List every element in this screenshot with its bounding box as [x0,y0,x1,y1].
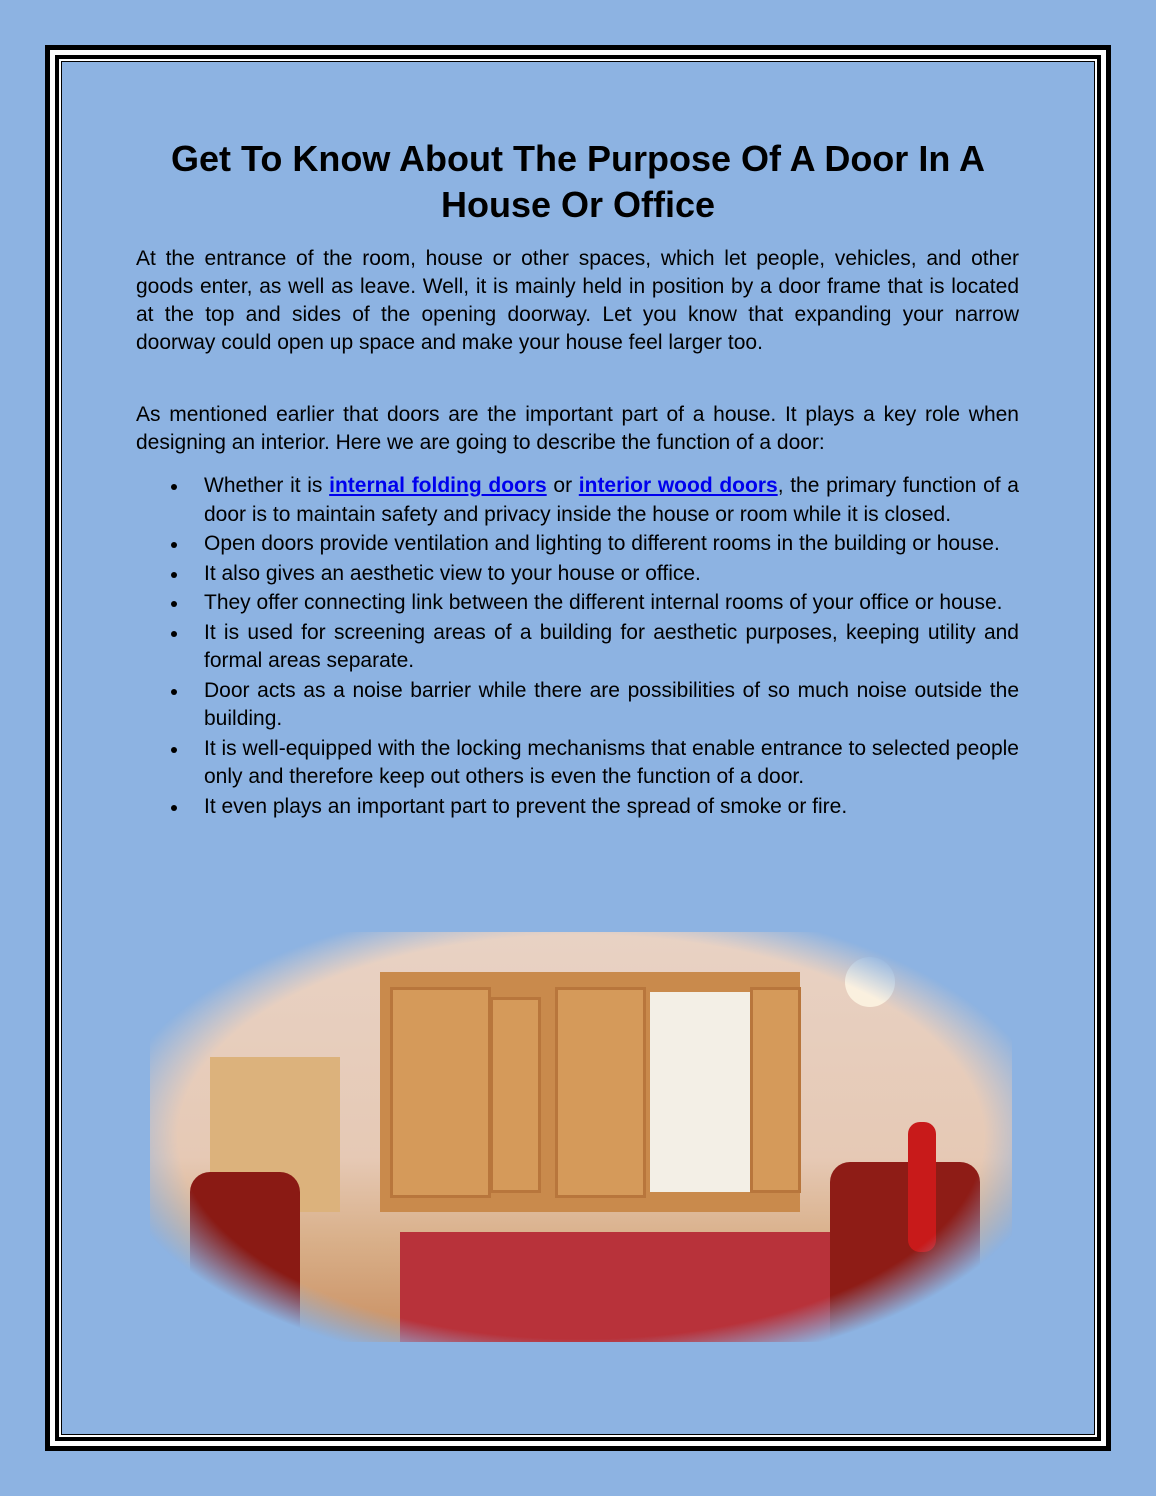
chair [190,1172,300,1342]
page-title: Get To Know About The Purpose Of A Door In A House Or Office [171,138,985,225]
folding-door-panel [490,997,541,1193]
interior-door-photo [150,932,1012,1342]
list-item: It even plays an important part to prevent the spread of smoke or fire. [204,793,1019,822]
table [400,1232,850,1342]
folding-door-panel [390,987,491,1198]
list-item: It also gives an aesthetic view to your house or office. [204,560,1019,589]
list-item: Whether it is internal folding doors or interior wood doors, the primary function of a door is to maintain safety and privacy inside the house or room while it is closed. [204,472,1019,529]
list-item: It is used for screening areas of a building for aesthetic purposes, keeping utility and formal areas separate. [204,619,1019,676]
list-item: They offer connecting link between the different internal rooms of your office or house. [204,589,1019,618]
vase [908,1122,936,1252]
pendant-lamp [845,957,895,1007]
list-item: Open doors provide ventilation and lighting to different rooms in the building or house. [204,530,1019,559]
chair [830,1162,980,1342]
folding-door-panel [555,987,646,1198]
interior-wood-doors-link[interactable]: interior wood doors [578,474,778,497]
list-item: Door acts as a noise barrier while there are possibilities of so much noise outside the building. [204,677,1019,734]
intro-paragraph: At the entrance of the room, house or other spaces, which let people, vehicles, and other goods enter, as well as leave. Well, it is mainly held in position by a door frame that is located at the top and sides of the opening doorway. Let you know that expanding your narrow doorway could open up space and make your house feel larger too. [136,247,1019,354]
second-paragraph: As mentioned earlier that doors are the important part of a house. It plays a key role when designing an interior. Here we are going to describe the function of a door: [136,403,1019,454]
folding-door-panel [750,987,801,1193]
list-item: It is well-equipped with the locking mechanisms that enable entrance to selected people only and therefore keep out others is even the function of a door. [204,735,1019,792]
function-list [136,472,1019,822]
internal-folding-doors-link[interactable]: internal folding doors [329,474,547,497]
